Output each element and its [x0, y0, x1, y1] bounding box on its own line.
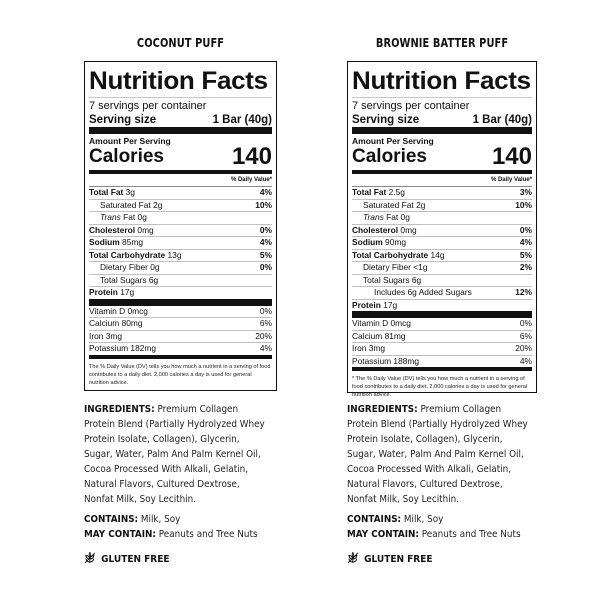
- vitamin-name: Iron 3mg: [89, 330, 123, 341]
- contains-brownie: [347, 513, 549, 527]
- vitamin-row: [352, 330, 532, 343]
- nutrient-name: Total Fat: [89, 187, 124, 197]
- nutrient-dv: 10%: [515, 199, 532, 210]
- nutrient-dv: 3%: [519, 187, 532, 197]
- nutrient-name: Cholesterol: [89, 224, 136, 235]
- nutrient-row-total-sugars: [89, 274, 272, 287]
- nutrient-name: Trans: [363, 212, 384, 222]
- servings-per-container: 7 servings per container: [352, 100, 470, 112]
- nutrient-name: Dietary Fiber: [100, 262, 148, 272]
- nutrient-row-sodium: [352, 236, 532, 249]
- nutrient-amount: 3g: [125, 187, 135, 197]
- nutrient-amount: Fat 0g: [123, 212, 147, 222]
- serving-size-row: [352, 113, 532, 127]
- calories-label: Calories: [89, 146, 164, 167]
- nutrition-facts-label-coconut: [84, 61, 277, 391]
- nutrient-row-added-sugars: [352, 286, 532, 299]
- vitamin-dv: 0%: [519, 318, 532, 328]
- ingredients-text: Premium Collagen Protein Blend (Partially Hydrolyzed Whey Protein Isolate, Collagen), Glycerin, Sugar, Water, Palm And Palm Kernel Oil, Cocoa Processed With Alkali, Gelatin, Natural Flavors, Cultured Dextrose, Nonfat Milk, Soy Lecithin.: [84, 404, 265, 505]
- vitamin-dv: 6%: [259, 318, 272, 328]
- nutrient-amount: 2g: [153, 199, 163, 210]
- nutrient-name: Total Carbohydrate: [89, 249, 166, 260]
- gluten-free-text: GLUTEN FREE: [364, 554, 433, 565]
- nutrient-name: Sodium: [352, 237, 383, 247]
- nutrient-row-dietary-fiber: [89, 261, 272, 274]
- calories-row: [352, 143, 532, 170]
- nutrient-row-dietary-fiber: [352, 261, 532, 274]
- nutrient-name: Sodium: [89, 237, 120, 247]
- nutrient-amount: 0mg: [137, 224, 154, 235]
- vitamin-row: [89, 306, 272, 318]
- nutrient-row-saturated-fat: [89, 199, 272, 212]
- nutrient-row-trans-fat: [89, 211, 272, 224]
- daily-value-footnote: * The % Daily Value (DV) tells you how much a nutrient in a serving of food contributes to a daily diet. 2,000 calories a day is used for general nutrition advice.: [352, 376, 528, 398]
- vitamin-row: [352, 355, 532, 368]
- ingredients-text: Premium Collagen Protein Blend (Partially Hydrolyzed Whey Protein Isolate, Collagen), Glycerin, Sugar, Water, Palm And Palm Kernel Oil, Cocoa Processed With Alkali, Gelatin, Natural Flavors, Cultured Dextrose, Nonfat Milk, Soy Lecithin.: [347, 404, 528, 505]
- calories-value: 140: [231, 143, 272, 170]
- gluten-free-text: GLUTEN FREE: [101, 554, 170, 565]
- vitamin-name: Vitamin D 0mcg: [352, 318, 411, 328]
- nutrient-dv: 12%: [515, 287, 532, 297]
- calories-row: [89, 143, 272, 170]
- nutrient-dv: 0%: [519, 224, 532, 235]
- nutrient-dv: 5%: [519, 249, 532, 260]
- nutrient-row-total-carbohydrate: [352, 249, 532, 262]
- nutrient-amount: 2.5g: [388, 187, 405, 197]
- nutrient-amount: Fat 0g: [386, 212, 410, 222]
- nutrient-name: Includes 6g Added Sugars: [374, 287, 472, 297]
- contains-label: CONTAINS:: [347, 514, 402, 525]
- amount-per-serving: Amount Per Serving: [89, 136, 171, 146]
- contains-text: Milk, Soy: [140, 514, 181, 525]
- serving-size-label: Serving size: [352, 114, 420, 126]
- amount-per-serving: Amount Per Serving: [352, 136, 434, 146]
- nutrient-amount: 85mg: [122, 237, 143, 247]
- vitamin-row: [89, 330, 272, 343]
- vitamin-row: [352, 342, 532, 355]
- serving-size-value: 1 Bar (40g): [472, 114, 532, 126]
- may-contain-text: Peanuts and Tree Nuts: [421, 529, 521, 540]
- nutrient-name: Dietary Fiber: [363, 262, 411, 272]
- nutrient-name: Cholesterol: [352, 224, 399, 235]
- nutrient-dv: 10%: [255, 199, 272, 210]
- vitamin-row: [352, 318, 532, 330]
- nutrition-facts-heading: Nutrition Facts: [352, 67, 531, 95]
- gluten-free-badge-brownie: [347, 552, 433, 567]
- nutrient-amount: 2g: [416, 199, 426, 210]
- thick-divider: [352, 311, 532, 318]
- vitamin-dv: 20%: [515, 343, 532, 353]
- vitamin-row: [89, 342, 272, 355]
- nutrient-amount: 6g: [411, 274, 422, 285]
- nutrient-name: Saturated Fat: [363, 199, 414, 210]
- nutrient-dv: 5%: [259, 249, 272, 260]
- ingredients-coconut: [84, 402, 268, 507]
- nutrient-name: Total Carbohydrate: [352, 249, 429, 260]
- vitamin-name: Calcium 81mg: [352, 330, 406, 341]
- nutrient-amount: 13g: [167, 249, 182, 260]
- daily-value-footnote: The % Daily Value (DV) tells you how much a nutrient in a serving of food contributes to a daily diet. 2,000 calories a day is used for general nutrition advice.: [89, 363, 271, 386]
- nutrient-dv: 2%: [519, 262, 532, 272]
- nutrient-row-protein: [352, 299, 532, 312]
- thick-divider: [352, 127, 532, 134]
- nutrient-row-sodium: [89, 236, 272, 249]
- nutrient-amount: 90mg: [385, 237, 406, 247]
- vitamin-name: Vitamin D 0mcg: [89, 305, 148, 316]
- nutrient-row-saturated-fat: [352, 199, 532, 212]
- may-contain-text: Peanuts and Tree Nuts: [158, 529, 258, 540]
- vitamin-name: Potassium 182mg: [89, 343, 157, 353]
- nutrient-amount: 0g: [150, 262, 160, 272]
- product-title-coconut-puff: COCONUT PUFF: [136, 36, 225, 50]
- nutrient-row-total-sugars: [352, 274, 532, 287]
- daily-value-header: % Daily Value*: [230, 177, 272, 183]
- may-contain-label: MAY CONTAIN:: [347, 529, 419, 540]
- vitamin-dv: 6%: [519, 330, 532, 341]
- nutrient-row-cholesterol: [352, 224, 532, 237]
- nutrition-facts-label-brownie: [347, 61, 537, 398]
- nutrient-amount: <1g: [413, 262, 428, 272]
- nutrient-dv: 0%: [259, 224, 272, 235]
- may-contain-brownie: [347, 528, 549, 542]
- nutrient-row-cholesterol: [89, 224, 272, 237]
- nutrient-amount: 17g: [383, 299, 398, 310]
- nutrient-dv: 4%: [259, 237, 272, 247]
- nutrient-name: Total Fat: [352, 187, 387, 197]
- nutrient-amount: 6g: [148, 274, 159, 285]
- vitamin-dv: 0%: [259, 305, 272, 316]
- may-contain-coconut: [84, 528, 286, 542]
- vitamin-name: Calcium 80mg: [89, 318, 143, 328]
- calories-label: Calories: [352, 146, 427, 167]
- contains-label: CONTAINS:: [84, 514, 139, 525]
- contains-text: Milk, Soy: [403, 514, 444, 525]
- thick-divider: [89, 127, 272, 134]
- nutrition-facts-heading: Nutrition Facts: [89, 67, 268, 95]
- servings-per-container: 7 servings per container: [89, 100, 207, 112]
- nutrient-dv: 4%: [259, 187, 272, 197]
- nutrient-row-total-fat: [352, 186, 532, 199]
- contains-coconut: [84, 513, 286, 527]
- nutrient-name: Total Sugars: [100, 274, 147, 285]
- serving-size-row: [89, 113, 272, 127]
- vitamin-dv: 4%: [259, 343, 272, 353]
- gluten-free-badge-coconut: [84, 552, 170, 567]
- vitamin-dv: 20%: [255, 330, 272, 341]
- product-title-brownie-batter-puff: BROWNIE BATTER PUFF: [375, 36, 509, 50]
- vitamin-name: Iron 3mg: [352, 343, 386, 353]
- nutrient-name: Trans: [100, 212, 121, 222]
- calories-value: 140: [491, 143, 532, 170]
- nutrient-dv: 0%: [259, 262, 272, 272]
- nutrient-amount: 0mg: [400, 224, 417, 235]
- nutrient-name: Saturated Fat: [100, 199, 151, 210]
- nutrient-amount: 17g: [120, 287, 135, 297]
- nutrient-row-total-fat: [89, 186, 272, 199]
- nutrient-name: Protein: [89, 287, 118, 297]
- thick-divider: [89, 299, 272, 306]
- daily-value-header: % Daily Value*: [490, 177, 532, 183]
- nutrient-name: Protein: [352, 299, 381, 310]
- wheat-crossed-icon: [347, 552, 359, 567]
- ingredients-label: INGREDIENTS:: [347, 404, 418, 415]
- may-contain-label: MAY CONTAIN:: [84, 529, 156, 540]
- vitamin-row: [89, 317, 272, 330]
- nutrient-row-trans-fat: [352, 211, 532, 224]
- ingredients-label: INGREDIENTS:: [84, 404, 155, 415]
- nutrient-row-total-carbohydrate: [89, 249, 272, 262]
- serving-size-value: 1 Bar (40g): [212, 114, 272, 126]
- ingredients-brownie: [347, 402, 531, 507]
- serving-size-label: Serving size: [89, 114, 157, 126]
- vitamin-dv: 4%: [519, 355, 532, 366]
- nutrient-amount: 14g: [430, 249, 445, 260]
- nutrient-row-protein: [89, 286, 272, 299]
- nutrient-name: Total Sugars: [363, 274, 410, 285]
- wheat-crossed-icon: [84, 552, 96, 567]
- vitamin-name: Potassium 188mg: [352, 355, 420, 366]
- nutrient-dv: 4%: [519, 237, 532, 247]
